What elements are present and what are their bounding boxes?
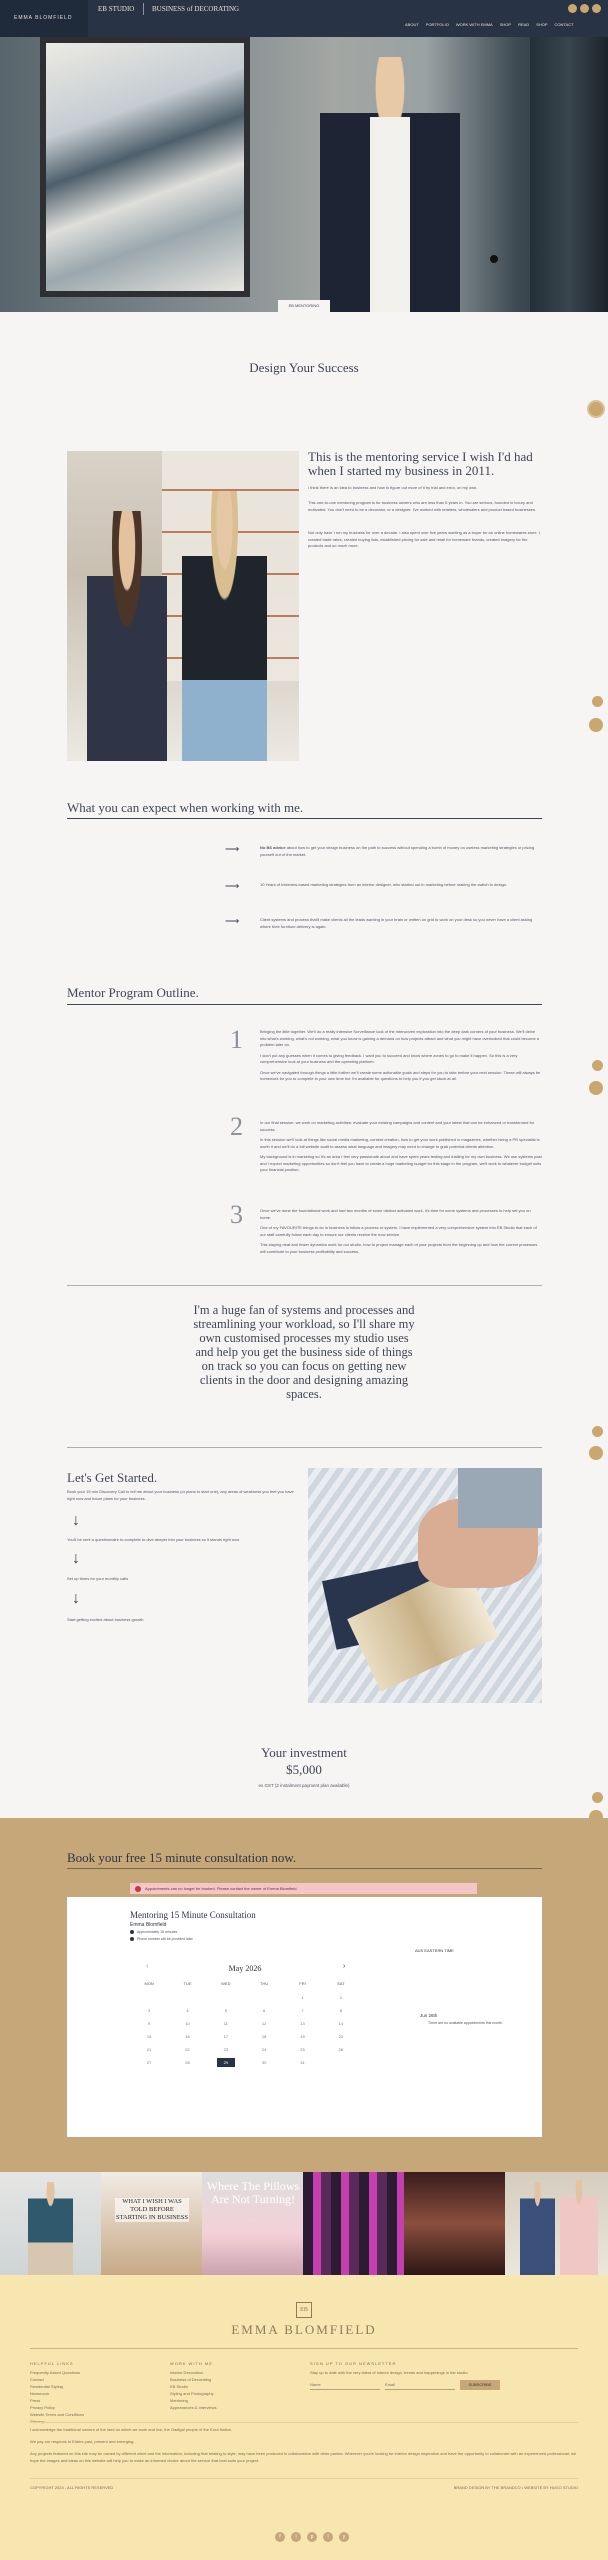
step-text	[260, 1120, 542, 1174]
photo-person-right	[182, 491, 267, 761]
weekday-label: MON	[144, 1981, 154, 1986]
instagram-post[interactable]	[0, 2172, 101, 2275]
step-paragraph: This staying neat and fewer dynamics work for our studio, how to project manage each of your projects from the beginning up and how the correct processes will contribute to your business profitability and success.	[260, 1242, 538, 1254]
event-duration: Approximately 15 minutes	[137, 1930, 178, 1934]
quote-divider	[67, 1447, 542, 1448]
calendar-day[interactable]: 10	[185, 2021, 190, 2026]
calendar-day[interactable]: 30	[261, 2060, 267, 2065]
intro-paragraph-3: Not only have I run my business for over a decade. I also spent over five years working as a buyer for an online homewares store. I created trade rates, created buying lists, established pricing for sale and retail for homeware brands, created imagery for the products and so much more.	[308, 530, 540, 548]
search-icon[interactable]	[568, 4, 577, 13]
calendar-day[interactable]: 28	[185, 2060, 190, 2065]
calendar-day[interactable]: 19	[300, 2034, 305, 2039]
expect-title: What you can expect when working with me.	[67, 800, 304, 815]
footer-col-title: SIGN UP TO OUR NEWSLETTER	[310, 2361, 397, 2366]
insta-figure	[560, 2180, 598, 2275]
side-chat-button-2[interactable]	[589, 718, 603, 732]
expect-item-body: 10 Years of Interview-based marketing strategies from an interior designer, who started out in marketing before making the switch to design.	[260, 882, 508, 887]
youtube-icon[interactable]: y	[339, 2532, 349, 2542]
footer-link[interactable]: EB Studio	[170, 2384, 188, 2389]
calendar-day[interactable]: 11	[223, 2021, 228, 2026]
nav-shop[interactable]: SHOP	[499, 22, 512, 27]
calendar-day[interactable]: 9	[148, 2021, 151, 2026]
instagram-post[interactable]	[101, 2172, 202, 2275]
side-up-button-4[interactable]	[592, 1792, 603, 1803]
nav-read[interactable]: READ	[518, 22, 530, 27]
outline-title: Mentor Program Outline.	[67, 985, 199, 1000]
hero-tag: EB MENTORING	[278, 300, 330, 312]
calendar-day[interactable]: 14	[338, 2021, 344, 2026]
expect-item-text	[260, 845, 540, 858]
hero-window	[530, 37, 608, 312]
calendar-day[interactable]: 3	[148, 2008, 151, 2013]
started-intro: Book your 15 min Discovery Call to tell me about your business (or plans to start one), any areas of weakness you feel you have right now and future plans for your business.	[67, 1489, 294, 1501]
footer-link[interactable]: Contact	[30, 2377, 44, 2382]
photo-person-left	[87, 511, 167, 761]
calendar-day[interactable]: 13	[300, 2021, 305, 2026]
footer-link[interactable]: Frequently Asked Questions	[30, 2370, 81, 2375]
site-credit[interactable]: BRAND DESIGN BY THE BRANDCO • WEBSITE BY HUGO STUDIO	[453, 2485, 578, 2490]
expect-item-bold: No BS advice	[260, 845, 286, 850]
pinterest-icon[interactable]: p	[307, 2532, 317, 2542]
legal-text: Any projects featured on this site may be owned by different client and the information, including that relating to style, may have been produced in collaboration with other parties. Wherever you're looking for interior design inspiration and have the opportunity to collaborate with an experienced professional, we hope the images and ideas on this website will help you to make an informed choice about the service that best suits your project.	[30, 2451, 577, 2463]
facebook-icon[interactable]: f	[275, 2532, 285, 2542]
expect-list	[225, 845, 540, 954]
footer-rule	[30, 2422, 578, 2423]
clock-icon	[130, 1930, 134, 1934]
calendar-day[interactable]: 1	[301, 1995, 304, 2000]
insta-caption: Where The Pillows Are Not Turning!	[206, 2179, 300, 2206]
slot-day: Jun 26th	[420, 2013, 438, 2018]
phone-icon	[130, 1937, 134, 1941]
arrow-right-icon: ⟶	[225, 844, 240, 855]
side-up-button-3[interactable]	[592, 1426, 603, 1437]
footer-link[interactable]: Interior Decoration	[170, 2370, 203, 2375]
weekday-label: WED	[221, 1981, 231, 1986]
arrow-down-icon: ↓	[72, 1512, 80, 1529]
nav-bar	[405, 22, 574, 27]
expect-item-body: Client systems and process that'll make clients all the leads wanting in your brain or written on grid to work on your desk so you never have a client asking where their furniture delivery is again.	[260, 917, 533, 929]
footer-link[interactable]: Appearances & Interviews	[170, 2405, 217, 2410]
arrow-right-icon: ⟶	[225, 881, 240, 892]
started-title: Let's Get Started.	[67, 1470, 158, 1485]
step-paragraph: Once we've done the foundational work and had two months of some distinct activated work, it's time for some systems and processes to help set you on home.	[260, 1208, 531, 1220]
newsletter-form	[310, 2380, 578, 2394]
timezone-select[interactable]: AUS EASTERN TIME	[415, 1948, 454, 1953]
fabric-samples-photo	[308, 1468, 542, 1703]
booking-divider	[67, 1868, 542, 1869]
footer-link[interactable]: Newsroom	[30, 2391, 50, 2396]
calendar	[130, 1963, 360, 2093]
footer-logo[interactable]: EMMA BLOMFIELD	[231, 2322, 377, 2337]
event-title: Mentoring 15 Minute Consultation	[130, 1910, 256, 1920]
started-step-1: You'll be sent a questionnaire to complete to dive deeper into your business so it stands right now	[67, 1537, 240, 1542]
copyright: COPYRIGHT 2024 - ALL RIGHTS RESERVED	[30, 2485, 114, 2490]
weekday-label: TUE	[183, 1981, 192, 1986]
calendar-day[interactable]: 21	[146, 2047, 152, 2052]
footer-rule-2	[30, 2478, 578, 2479]
pull-quote: I'm a huge fan of systems and processes and streamlining your workload, so I'll share my own customised processes my studio uses and help you get the business side of things on track so you can focus on getting new clients in the door and designing amazing spaces.	[193, 1303, 415, 1401]
header-divider	[143, 3, 144, 15]
calendar-month: May 2026	[228, 1964, 262, 1973]
footer-link[interactable]: Business of Decorating	[170, 2377, 212, 2382]
linkedin-icon[interactable]: l	[323, 2532, 333, 2542]
hero-shirt	[370, 117, 410, 312]
weekday-label: THU	[260, 1981, 269, 1986]
arrow-down-icon: ↓	[72, 1590, 80, 1607]
chevron-left-icon[interactable]: ‹	[146, 1963, 149, 1970]
footer-link[interactable]: Privacy Policy	[30, 2405, 55, 2410]
expect-item-body: about how to get your design business on the path to success without spending a bomb of money on useless marketing strategies or pricing yourself out of the market.	[260, 845, 535, 857]
expect-item-text	[260, 917, 540, 930]
footer-link[interactable]: Press	[30, 2398, 41, 2403]
expect-item-text	[260, 882, 540, 889]
calendar-day[interactable]: 2	[339, 1995, 342, 2000]
newsletter-text: Stay up to date with the very latest of interior design, trends and happenings in the studio.	[310, 2370, 469, 2375]
nav-contact[interactable]: CONTACT	[554, 22, 574, 27]
footer-col-title: WORK WITH ME	[170, 2361, 213, 2366]
footer-col-work	[170, 2360, 300, 2411]
brand-logo[interactable]: EMMA BLOMFIELD	[14, 15, 73, 21]
page-title: Design Your Success	[249, 360, 359, 375]
arrow-right-icon: ⟶	[225, 916, 240, 927]
insta-figure	[520, 2182, 555, 2275]
calendar-day[interactable]: 26	[338, 2047, 344, 2052]
instagram-post[interactable]	[505, 2172, 608, 2275]
investment-note: ex GST (2 instalment payment plan available)	[258, 1783, 350, 1788]
calendar-day[interactable]: 8	[339, 2008, 342, 2013]
step-paragraph: Bringing the little together. We'll do a really intensive Surveillance look of the interwoven exploration into the deep dark corners of your business. We'll delve into what's working, what's not working, what you know is gaining a demand on how projects attract and what you might have overlooked that could become a problem later on.	[260, 1029, 540, 1047]
calendar-day[interactable]: 23	[223, 2047, 229, 2052]
expect-item	[225, 882, 540, 917]
started-step-3: Start getting excited about business growth	[67, 1617, 144, 1622]
calendar-day[interactable]: 15	[146, 2034, 152, 2039]
intro-paragraph-1: I think there is an idea to business and how to figure out more of it by trial and error, on my own.	[308, 485, 478, 490]
insta-caption: WHAT I WISH I WAS TOLD BEFORE STARTING IN BUSINESS	[115, 2198, 189, 2221]
eb-studio-link[interactable]: EB STUDIO	[98, 5, 135, 13]
booking-notice	[130, 1883, 477, 1894]
arrow-down-icon: ↓	[72, 1550, 80, 1567]
acknowledgement-2: We pay our respects to Elders past, present and emerging.	[30, 2439, 135, 2444]
calendar-day[interactable]: 20	[338, 2034, 344, 2039]
carousel-next-icon[interactable]	[490, 255, 498, 263]
instagram-post[interactable]	[303, 2172, 404, 2275]
footer-link[interactable]: Styling and Photography	[170, 2391, 214, 2396]
expect-item	[225, 845, 540, 882]
step-text	[260, 1208, 542, 1255]
nav-work-with-emma[interactable]: WORK WITH EMMA	[455, 22, 493, 27]
account-icon[interactable]	[592, 4, 601, 13]
notice-text: Appointments can no longer be booked. Please contact the owner of Emma Blomfield.	[145, 1886, 298, 1891]
hero-artwork	[40, 37, 250, 297]
calendar-day[interactable]: 31	[300, 2060, 305, 2065]
event-host: Emma Blomfield	[130, 1922, 167, 1928]
hero-image	[0, 37, 608, 312]
investment-title: Your investment	[261, 1745, 347, 1760]
mentoring-photo	[67, 451, 299, 761]
newsletter-name-input[interactable]	[310, 2380, 380, 2390]
instagram-icon[interactable]: i	[291, 2532, 301, 2542]
nav-portfolio[interactable]: PORTFOLIO	[425, 22, 449, 27]
calendar-day-selected[interactable]: 29	[217, 2058, 235, 2067]
event-phone: Phone number will be provided later	[137, 1937, 193, 1941]
cart-icon[interactable]	[580, 4, 589, 13]
footer-link[interactable]: Website Terms and Conditions	[30, 2412, 85, 2417]
expect-item	[225, 917, 540, 954]
intro-heading: This is the mentoring service I wish I'd had when I started my business in 2011.	[308, 449, 533, 478]
top-bar	[0, 0, 608, 37]
calendar-day[interactable]: 12	[261, 2021, 267, 2026]
step-paragraph: In this session we'll look at things like social media marketing, content creation, how to get your work published in magazines, whether hiring a PR specialist is worth it and we'll do a full website audit to assess what language and imagery may need to change to grab potential clients attention.	[260, 1137, 540, 1149]
side-chat-button-3[interactable]	[589, 1081, 603, 1095]
step-text	[260, 1029, 542, 1083]
newsletter-email-input[interactable]	[385, 2380, 455, 2390]
step-paragraph: In our final session, we work on marketing activities: evaluate your existing campaigns and content and your latest that can be enhanced or transformed for success.	[260, 1120, 535, 1132]
booking-title: Book your free 15 minute consultation now.	[67, 1850, 297, 1865]
expect-divider	[67, 818, 542, 819]
social-icons	[275, 2532, 349, 2542]
calendar-day[interactable]: 6	[263, 2008, 266, 2013]
outline-bottom-divider	[67, 1285, 542, 1286]
side-chat-button[interactable]	[589, 402, 603, 416]
instagram-post[interactable]	[404, 2172, 505, 2275]
calendar-day[interactable]: 25	[300, 2047, 305, 2052]
footer-col-title: HELPFUL LINKS	[30, 2361, 74, 2366]
acknowledgement: I acknowledge the traditional owners of the land on which we work and live, the Gadigal people of the Eora Nation.	[30, 2427, 233, 2432]
step-number: 1	[230, 1025, 243, 1054]
side-up-button-2[interactable]	[592, 1060, 603, 1071]
weekday-label: SAT	[337, 1981, 345, 1986]
insta-figure	[28, 2182, 73, 2275]
side-up-button[interactable]	[592, 696, 603, 707]
calendar-day[interactable]: 5	[224, 2008, 227, 2013]
step-number: 3	[230, 1200, 243, 1229]
footer-monogram: EB	[296, 2302, 312, 2318]
footer-col-links	[30, 2360, 170, 2425]
step-paragraph: I don't put any guesses when it comes to giving feedback. I want you to succeed and know where zones to go to make it happen. So this is a very comprehensive look at your business and the operating platform.	[260, 1052, 518, 1064]
step-paragraph: My background is in marketing so it's an area I feel very passionate about and have spent years testing and trialling for my own business. We use systems past and I expect marketing opportunities so don't feel you have to create a huge marketing budget for this stage in the program, we'll work to whatever budget suits your financial position.	[260, 1154, 542, 1172]
calendar-day[interactable]: 18	[261, 2034, 267, 2039]
calendar-day[interactable]: 24	[261, 2047, 267, 2052]
started-step-2: Set up times for your monthly calls	[67, 1576, 129, 1581]
weekday-label: FRI	[299, 1981, 306, 1986]
footer-link[interactable]: Mentoring	[170, 2398, 188, 2403]
instagram-post[interactable]	[202, 2172, 303, 2275]
calendar-day[interactable]: 4	[186, 2008, 189, 2013]
calendar-day[interactable]: 17	[223, 2034, 229, 2039]
outline-divider	[67, 1004, 542, 1005]
investment-price: $5,000	[286, 1762, 322, 1777]
step-number: 2	[230, 1112, 243, 1141]
calendar-day[interactable]: 22	[185, 2047, 190, 2052]
step-paragraph: Once we've navigated through things a little further we'll create some actionable goals and steps for you to take before your next session. These will always be homework for you to complete in your own time but I'm available for questions to help you if you get stuck at all.	[260, 1069, 541, 1081]
calendar-day[interactable]: 16	[185, 2034, 190, 2039]
side-chat-button-4[interactable]	[589, 1446, 603, 1460]
calendar-weekdays	[130, 1981, 360, 1986]
subscribe-button[interactable]: SUBSCRIBE	[460, 2380, 500, 2390]
footer-logo-rule	[30, 2348, 578, 2349]
nav-shop-2[interactable]: SHOP	[536, 22, 548, 27]
business-of-decorating-link[interactable]: BUSINESS of DECORATING	[152, 5, 240, 13]
calendar-day[interactable]: 7	[301, 2008, 304, 2013]
alert-icon	[135, 1886, 141, 1892]
intro-paragraph-2: This one-to-one mentoring program is for business owners who are less than 5 years in. You are serious, founded in luxury and motivated. You don't need to be a decorator, or a designer. I've worked with retailers, wholesalers and product based businesses.	[308, 500, 537, 512]
slot-note: There are no available appointments this month.	[428, 2021, 503, 2025]
step-paragraph: One of my FAVOURITE things to do in business is follow a process or system. I have implemented a very comprehensive system into EB Studio that each of our staff carefully follow each day to ensure our clients receive the now service.	[260, 1225, 537, 1237]
photo-sleeve	[458, 1468, 542, 1528]
footer-newsletter	[310, 2360, 578, 2394]
chevron-right-icon[interactable]: ›	[343, 1963, 346, 1970]
nav-about[interactable]: ABOUT	[405, 22, 419, 27]
footer-link[interactable]: Residential Styling	[30, 2384, 63, 2389]
calendar-day[interactable]: 27	[146, 2060, 152, 2065]
